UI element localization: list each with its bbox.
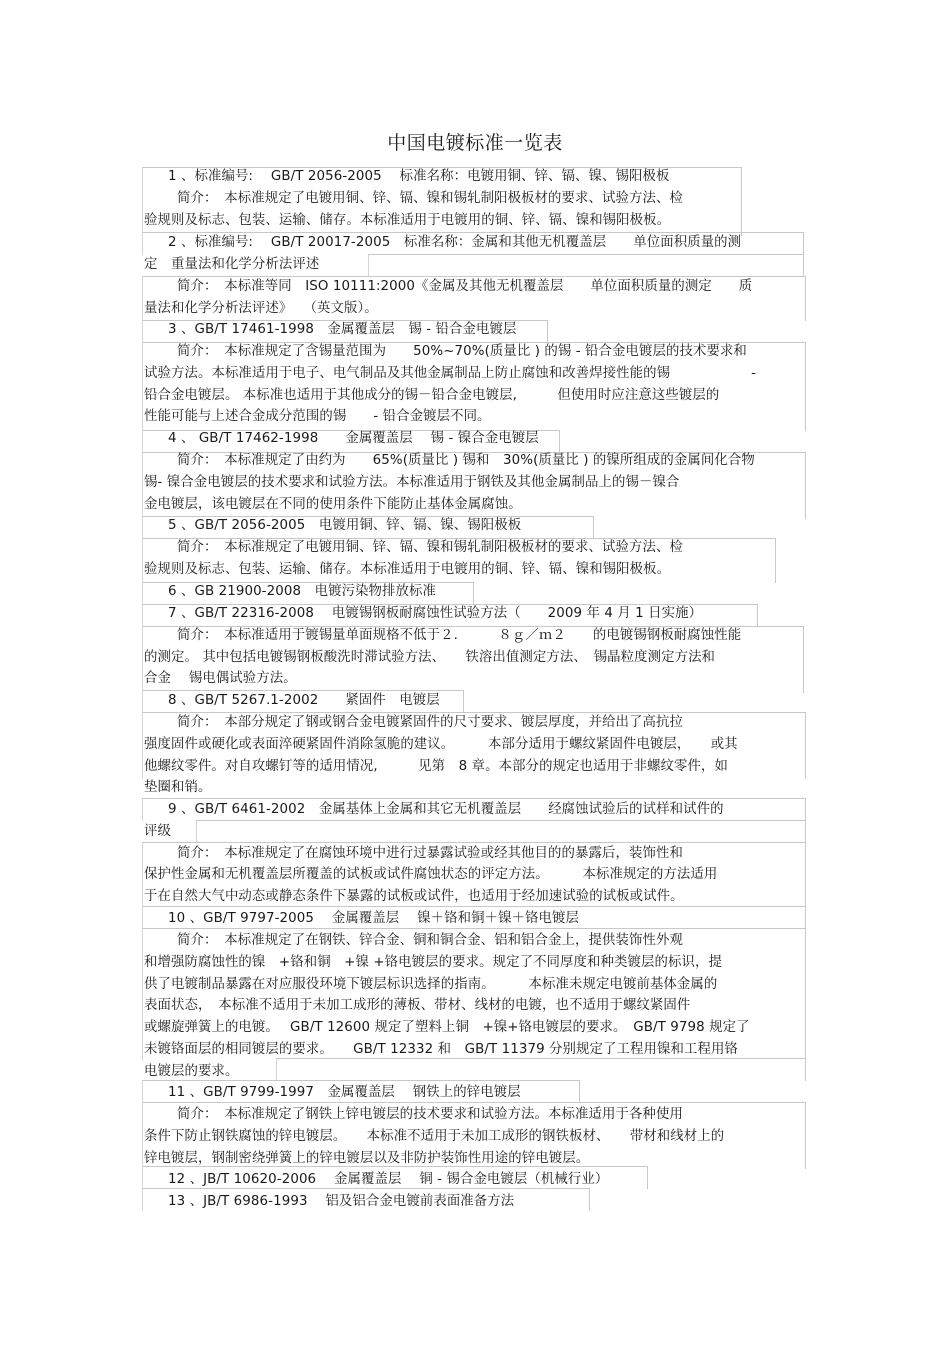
item-9-heading: 9 、GB/T 6461-2002 金属基体上金属和其它无机覆盖层 经腐蚀试验后的试样和试件的 [168, 802, 724, 817]
item-10-summary-cont-4: 或螺旋弹簧上的电镀。 GB/T 12600 规定了塑料上铜 +镍+铬电镀层的要求。 GB/T 9798 规定了 [144, 1020, 750, 1035]
item-9-heading-cont: 评级 [144, 824, 171, 839]
item-10-summary-cont-3: 表面状态， 本标准不适用于未加工成形的薄板、带材、线材的电镀，也不适用于螺纹紧固件 [144, 998, 691, 1013]
item-5-summary: 简介： 本标准规定了电镀用铜、锌、镉、镍和锡轧制阳极板材的要求、试验方法、检 [177, 540, 683, 555]
item-4-summary-cont-1: 锡- 镍合金电镀层的技术要求和试验方法。本标准适用于钢铁及其他金属制品上的锡－镍合 [144, 475, 680, 490]
item-11-heading: 11 、GB/T 9799-1997 金属覆盖层 钢铁上的锌电镀层 [168, 1085, 521, 1100]
item-10-summary: 简介： 本标准规定了在钢铁、锌合金、铜和铜合金、铝和铝合金上，提供装饰性外观 [177, 933, 683, 948]
item-3-heading: 3 、GB/T 17461-1998 金属覆盖层 锡 - 铅合金电镀层 [168, 322, 517, 337]
item-3-summary: 简介： 本标准规定了含锡量范围为 50%~70%(质量比 ) 的锡 - 铅合金电镀层的技术要求和 [177, 344, 747, 359]
document-title: 中国电镀标准一览表 [387, 132, 563, 154]
item-8-summary-cont-1: 强度固件或硬化或表面淬硬紧固件消除氢脆的建议。 本部分适用于螺纹紧固件电镀层， 或其 [144, 737, 738, 752]
item-7-heading: 7 、GB/T 22316-2008 电镀锡钢板耐腐蚀性试验方法（ 2009 年 4 月 1 日实施） [168, 606, 703, 621]
item-5-summary-cont: 验规则及标志、包装、运输、储存。本标准适用于电镀用的铜、锌、镉、镍和锡阳极板。 [144, 562, 671, 577]
item-3-summary-cont-2: 铅合金电镀层。 本标准也适用于其他成分的锡－铅合金电镀层, 但使用时应注意这些镀层的 [144, 388, 720, 403]
item-7-summary: 简介： 本标准适用于镀锡量单面规格不低于２. ８ｇ／ｍ２ 的电镀锡钢板耐腐蚀性能 [177, 628, 742, 643]
item-10-summary-cont-5: 未镀铬面层的相同镀层的要求。 GB/T 12332 和 GB/T 11379 分别规定了工程用镍和工程用铬 [144, 1042, 738, 1057]
item-9-summary: 简介： 本标准规定了在腐蚀环境中进行过暴露试验或经其他目的的暴露后，装饰性和 [177, 846, 683, 861]
item-2-summary-cont: 量法和化学分析法评述》 （英文版）。 [144, 301, 378, 316]
item-7-summary-cont-1: 的测定。 其中包括电镀锡钢板酸洗时滞试验方法、 铁溶出值测定方法、 锡晶粒度测定方法和 [144, 650, 716, 665]
item-9-summary-cont-2: 于在自然大气中动态或静态条件下暴露的试板或试件，也适用于经加速试验的试板或试件。 [144, 889, 684, 904]
item-4-heading: 4 、 GB/T 17462-1998 金属覆盖层 锡 - 镍合金电镀层 [168, 431, 539, 446]
item-3-summary-cont-1: 试验方法。本标准适用于电子、电气制品及其他金属制品上防止腐蚀和改善焊接性能的锡 - [144, 366, 757, 381]
item-4-summary-cont-2: 金电镀层，该电镀层在不同的使用条件下能防止基体金属腐蚀。 [144, 497, 522, 512]
item-11-summary-cont-1: 条件下防止钢铁腐蚀的锌电镀层。 本标准不适用于未加工成形的钢铁板材、 带材和线材上的 [144, 1129, 725, 1144]
item-7-summary-cont-2: 合金 锡电偶试验方法。 [144, 671, 297, 686]
item-2-heading-cont: 定 重量法和化学分析法评述 [144, 257, 320, 272]
box-2b [368, 254, 804, 277]
item-8-heading: 8 、GB/T 5267.1-2002 紧固件 电镀层 [168, 693, 440, 708]
item-1-summary-cont: 验规则及标志、包装、运输、储存。本标准适用于电镀用的铜、锌、镉、镍和锡阳极板。 [144, 213, 671, 228]
item-8-summary-cont-2: 他螺纹零件。对自攻螺钉等的适用情况, 见第 8 章。本部分的规定也适用于非螺纹零件，如 [144, 759, 728, 774]
item-8-summary: 简介： 本部分规定了钢或钢合金电镀紧固件的尺寸要求、镀层厚度，并给出了高抗拉 [177, 715, 683, 730]
item-10-summary-cont-1: 和增强防腐蚀性的镍 +铬和铜 +镍 +铬电镀层的要求。规定了不同厚度和种类镀层的标识，提 [144, 955, 722, 970]
item-10-summary-cont-6: 电镀层的要求。 [144, 1064, 239, 1079]
item-3-summary-cont-3: 性能可能与上述合金成分范围的锡 - 铅合金镀层不同。 [144, 409, 491, 424]
box-9b [196, 820, 806, 843]
item-10-summary-cont-2: 供了电镀制品暴露在对应服役环境下镀层标识选择的指南。 本标准未规定电镀前基体金属的 [144, 977, 718, 992]
item-1-heading: 1 、标准编号: GB/T 2056-2005 标准名称：电镀用铜、锌、镉、镍、锡阳极板 [168, 169, 670, 184]
item-10-heading: 10 、GB/T 9797-2005 金属覆盖层 镍＋铬和铜＋镍＋铬电镀层 [168, 911, 580, 926]
item-4-summary: 简介： 本标准规定了由约为 65%(质量比 ) 锡和 30%(质量比 ) 的镍所组成的金属间化合物 [177, 453, 755, 468]
item-5-heading: 5 、GB/T 2056-2005 电镀用铜、锌、镉、镍、锡阳极板 [168, 518, 522, 533]
item-2-heading: 2 、标准编号: GB/T 20017-2005 标准名称：金属和其他无机覆盖层 单位面积质量的测 [168, 235, 742, 250]
item-11-summary-cont-2: 锌电镀层，钢制密绕弹簧上的锌电镀层以及非防护装饰性用途的锌电镀层。 [144, 1151, 590, 1166]
box-10c [276, 1058, 806, 1081]
item-9-summary-cont-1: 保护性金属和无机覆盖层所覆盖的试板或试件腐蚀状态的评定方法。 本标准规定的方法适用 [144, 867, 718, 882]
item-13-heading: 13 、JB/T 6986-1993 铝及铝合金电镀前表面准备方法 [168, 1194, 515, 1209]
item-8-summary-cont-3: 垫圈和销。 [144, 780, 212, 795]
item-2-summary: 简介： 本标准等同 ISO 10111:2000《金属及其他无机覆盖层 单位面积质量的测定 质 [177, 279, 753, 294]
item-6-heading: 6 、GB 21900-2008 电镀污染物排放标准 [168, 584, 436, 599]
item-1-summary: 简介： 本标准规定了电镀用铜、锌、镉、镍和锡轧制阳极板材的要求、试验方法、检 [177, 191, 683, 206]
item-12-heading: 12 、JB/T 10620-2006 金属覆盖层 铜 - 锡合金电镀层（机械行业） [168, 1172, 609, 1187]
item-11-summary: 简介： 本标准规定了钢铁上锌电镀层的技术要求和试验方法。本标准适用于各种使用 [177, 1107, 683, 1122]
